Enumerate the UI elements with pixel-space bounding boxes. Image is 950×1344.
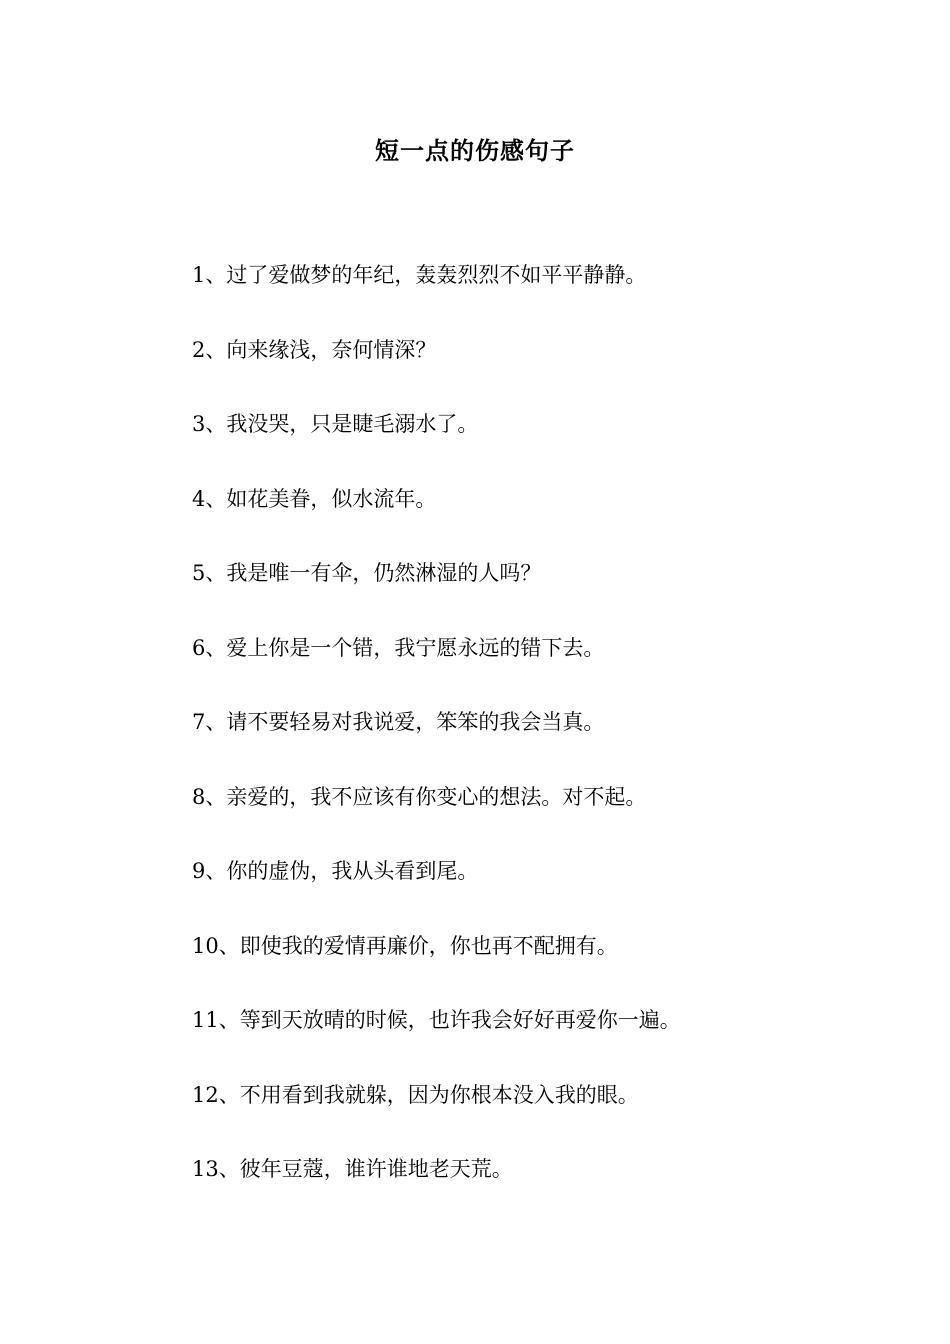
list-item: 6、爱上你是一个错，我宁愿永远的错下去。 — [192, 635, 605, 660]
list-item: 1、过了爱做梦的年纪，轰轰烈烈不如平平静静。 — [192, 263, 647, 287]
list-item: 4、如花美眷，似水流年。 — [192, 486, 437, 511]
list-item: 3、我没哭，只是睫毛溺水了。 — [192, 412, 479, 436]
list-item: 10、即使我的爱情再廉价，你也再不配拥有。 — [192, 933, 618, 958]
list-item: 12、不用看到我就躲，因为你根本没入我的眼。 — [192, 1082, 639, 1107]
list-item: 9、你的虚伪，我从头看到尾。 — [192, 859, 479, 883]
list-item: 13、彼年豆蔻，谁许谁地老天荒。 — [192, 1157, 513, 1181]
list-item: 5、我是唯一有伞，仍然淋湿的人吗？ — [192, 561, 542, 585]
list-item: 8、亲爱的，我不应该有你变心的想法。对不起。 — [192, 784, 647, 809]
list-item: 11、等到天放晴的时候，也许我会好好再爱你一遍。 — [192, 1008, 681, 1032]
list-item: 7、请不要轻易对我说爱，笨笨的我会当真。 — [192, 710, 605, 734]
sentence-list — [192, 257, 912, 1226]
page-title: 短一点的伤感句子 — [375, 136, 575, 165]
list-item: 2、向来缘浅，奈何情深？ — [192, 337, 437, 362]
